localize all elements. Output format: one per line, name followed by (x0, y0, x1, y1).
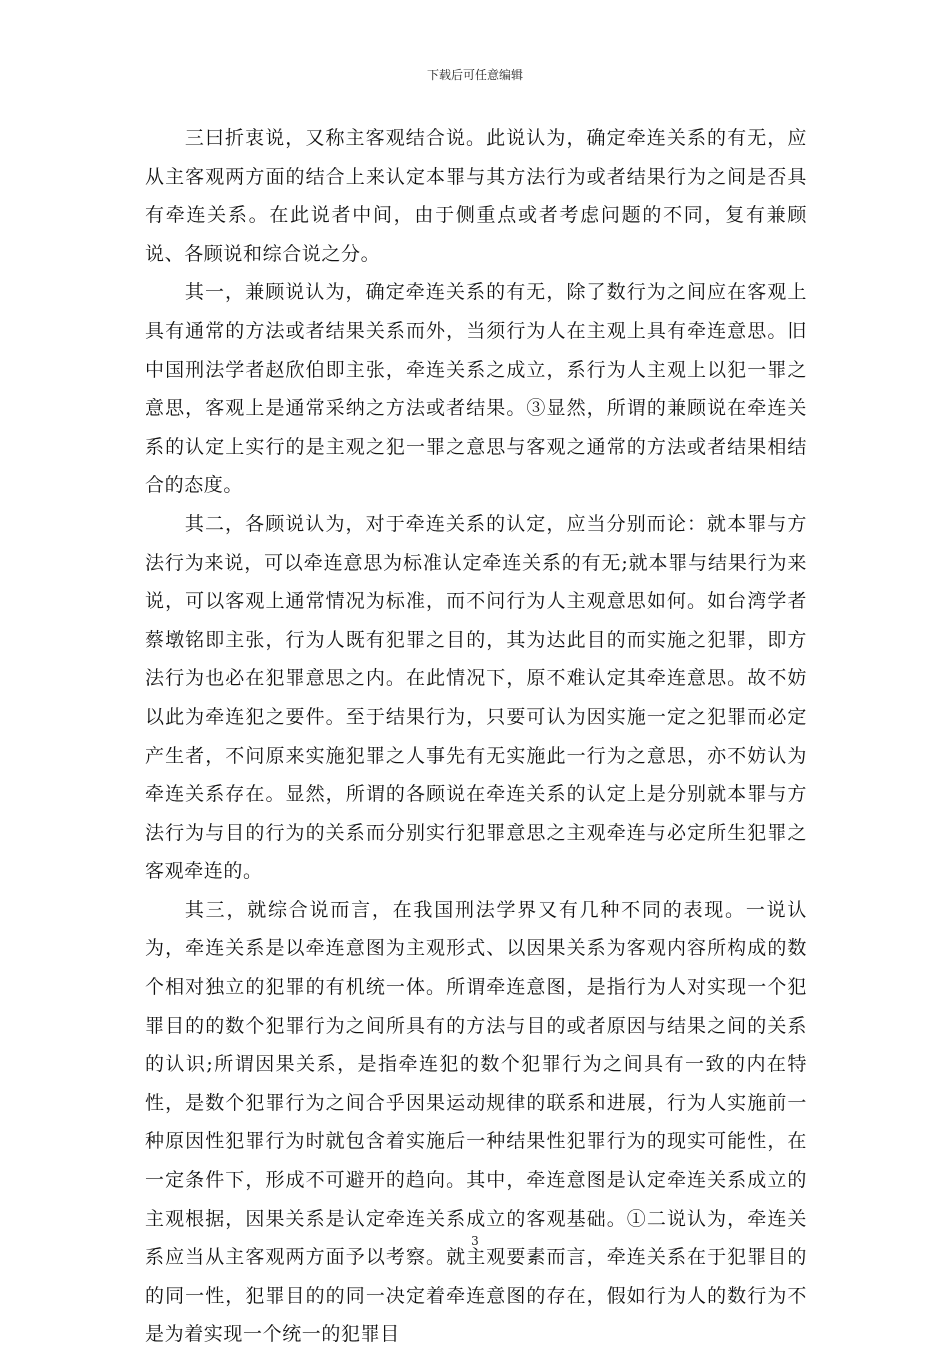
paragraph-third-view: 其三，就综合说而言，在我国刑法学界又有几种不同的表现。一说认为，牵连关系是以牵连意图为主观形式、以因果关系为客观内容所构成的数个相对独立的犯罪的有机统一体。所谓牵连意图，是指行为人对实现一个犯罪目的的数个犯罪行为之间所具有的方法与目的或者原因与结果之间的关系的认识;所谓因果关系，是指牵连犯的数个犯罪行为之间具有一致的内在特性，是数个犯罪行为之间合乎因果运动规律的联系和进展，行为人实施前一种原因性犯罪行为时就包含着实施后一种结果性犯罪行为的现实可能性，在一定条件下，形成不可避开的趋向。其中，牵连意图是认定牵连关系成立的主观根据，因果关系是认定牵连关系成立的客观基础。①二说认为，牵连关系应当从主客观两方面予以考察。就主观要素而言，牵连关系在于犯罪目的的同一性，犯罪目的的同一决定着牵连意图的存在，假如行为人的数行为不是为着实现一个统一的犯罪目 (145, 898, 807, 1346)
paragraph-compromise-theory: 三曰折衷说，又称主客观结合说。此说认为，确定牵连关系的有无，应从主客观两方面的结合上来认定本罪与其方法行为或者结果行为之间是否具有牵连关系。在此说者中间，由于侧重点或者考虑问题的不同，复有兼顾说、各顾说和综合说之分。 (145, 127, 807, 265)
page-number: 3 (471, 1234, 479, 1248)
paragraph-second-view: 其二，各顾说认为，对于牵连关系的认定，应当分别而论：就本罪与方法行为来说，可以牵连意思为标准认定牵连关系的有无;就本罪与结果行为来说，可以客观上通常情况为标准，而不问行为人主观意思如何。如台湾学者蔡墩铭即主张，行为人既有犯罪之目的，其为达此目的而实施之犯罪，即方法行为也必在犯罪意思之内。在此情况下，原不难认定其牵连意思。故不妨以此为牵连犯之要件。至于结果行为，只要可认为因实施一定之犯罪而必定产生者，不问原来实施犯罪之人事先有无实施此一行为之意思，亦不妨认为牵连关系存在。显然，所谓的各顾说在牵连关系的认定上是分别就本罪与方法行为与目的行为的关系而分别实行犯罪意思之主观牵连与必定所生犯罪之客观牵连的。 (145, 512, 807, 883)
paragraph-first-view: 其一，兼顾说认为，确定牵连关系的有无，除了数行为之间应在客观上具有通常的方法或者结果关系而外，当须行为人在主观上具有牵连意思。旧中国刑法学者赵欣伯即主张，牵连关系之成立，系行为人主观上以犯一罪之意思，客观上是通常采纳之方法或者结果。③显然，所谓的兼顾说在牵连关系的认定上实行的是主观之犯一罪之意思与客观之通常的方法或者结果相结合的态度。 (145, 281, 807, 497)
document-body (145, 119, 807, 1354)
page-header: 下载后可任意编辑 (426, 68, 523, 82)
